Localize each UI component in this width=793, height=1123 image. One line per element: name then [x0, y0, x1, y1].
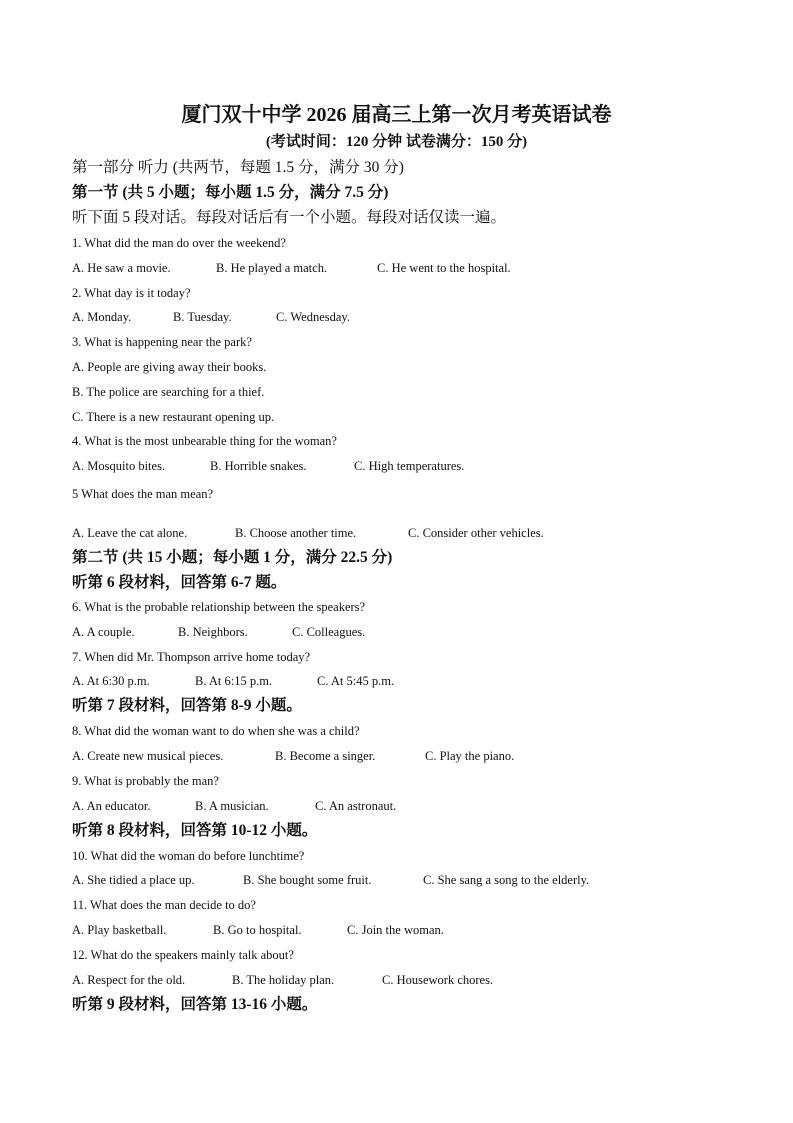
- q1-option-b: B. He played a match.: [216, 261, 328, 275]
- q10-option-c: C. She sang a song to the elderly.: [423, 873, 590, 887]
- q9-option-b: B. A musician.: [195, 799, 269, 813]
- q7-option-c: C. At 5:45 p.m.: [317, 674, 395, 688]
- q1-option-c: C. He went to the hospital.: [377, 261, 511, 275]
- q7-option-b: B. At 6:15 p.m.: [195, 674, 273, 688]
- question-5-options: [72, 524, 544, 542]
- question-6: 6. What is the probable relationship between the speakers?: [72, 600, 366, 614]
- q8-option-b: B. Become a singer.: [275, 749, 376, 763]
- question-8: 8. What did the woman want to do when she was a child?: [72, 724, 360, 738]
- q2-option-b: B. Tuesday.: [173, 310, 232, 324]
- section1-heading: 第一节 (共 5 小题；每小题 1.5 分，满分 7.5 分): [72, 184, 389, 201]
- q4-option-c: C. High temperatures.: [354, 459, 465, 473]
- question-6-options: [72, 623, 365, 641]
- q11-option-b: B. Go to hospital.: [213, 923, 302, 937]
- q6-option-b: B. Neighbors.: [178, 625, 248, 639]
- text-6-instructions: 听第 6 段材料，回答第 6-7 题。: [72, 574, 287, 591]
- q8-option-a: A. Create new musical pieces.: [72, 749, 224, 763]
- q3-option-a: A. People are giving away their books.: [72, 360, 267, 374]
- q12-option-b: B. The holiday plan.: [232, 973, 335, 987]
- q6-option-a: A. A couple.: [72, 625, 135, 639]
- question-12: 12. What do the speakers mainly talk about?: [72, 948, 294, 962]
- q12-option-c: C. Housework chores.: [382, 973, 494, 987]
- q7-option-a: A. At 6:30 p.m.: [72, 674, 150, 688]
- q2-option-a: A. Monday.: [72, 310, 132, 324]
- question-4: 4. What is the most unbearable thing for the woman?: [72, 434, 337, 448]
- q5-option-b: B. Choose another time.: [235, 526, 357, 540]
- question-7-options: [72, 672, 394, 690]
- question-5: 5 What does the man mean?: [72, 487, 214, 501]
- question-11: 11. What does the man decide to do?: [72, 898, 256, 912]
- q4-option-b: B. Horrible snakes.: [210, 459, 307, 473]
- exam-title: 厦门双十中学 2026 届高三上第一次月考英语试卷: [181, 104, 612, 126]
- q2-option-c: C. Wednesday.: [276, 310, 350, 324]
- question-7: 7. When did Mr. Thompson arrive home today?: [72, 650, 311, 664]
- q1-option-a: A. He saw a movie.: [72, 261, 171, 275]
- q9-option-a: A. An educator.: [72, 799, 151, 813]
- question-1: 1. What did the man do over the weekend?: [72, 236, 286, 250]
- question-3: 3. What is happening near the park?: [72, 335, 252, 349]
- question-8-options: [72, 747, 514, 765]
- q9-option-c: C. An astronaut.: [315, 799, 397, 813]
- question-10-options: [72, 871, 589, 889]
- question-9-options: [72, 797, 396, 815]
- question-11-options: [72, 921, 444, 939]
- question-2: 2. What day is it today?: [72, 286, 191, 300]
- q5-option-c: C. Consider other vehicles.: [408, 526, 544, 540]
- section2-heading: 第二节 (共 15 小题；每小题 1 分，满分 22.5 分): [72, 549, 393, 566]
- question-10: 10. What did the woman do before lunchtime?: [72, 849, 305, 863]
- text-9-instructions: 听第 9 段材料，回答第 13-16 小题。: [72, 996, 318, 1013]
- question-2-options: [72, 308, 350, 326]
- q12-option-a: A. Respect for the old.: [72, 973, 186, 987]
- q6-option-c: C. Colleagues.: [292, 625, 366, 639]
- question-4-options: [72, 457, 464, 475]
- question-9: 9. What is probably the man?: [72, 774, 219, 788]
- text-7-instructions: 听第 7 段材料，回答第 8-9 小题。: [72, 697, 302, 714]
- q11-option-a: A. Play basketball.: [72, 923, 167, 937]
- q10-option-a: A. She tidied a place up.: [72, 873, 195, 887]
- q5-option-a: A. Leave the cat alone.: [72, 526, 188, 540]
- q3-option-b: B. The police are searching for a thief.: [72, 385, 265, 399]
- q3-option-c: C. There is a new restaurant opening up.: [72, 410, 275, 424]
- section1-instructions: 听下面 5 段对话。每段对话后有一个小题。每段对话仅读一遍。: [72, 209, 507, 226]
- exam-subtitle: (考试时间：120 分钟 试卷满分：150 分): [265, 134, 528, 150]
- q8-option-c: C. Play the piano.: [425, 749, 515, 763]
- question-12-options: [72, 971, 493, 989]
- part1-heading: 第一部分 听力 (共两节，每题 1.5 分，满分 30 分): [72, 159, 404, 176]
- text-8-instructions: 听第 8 段材料，回答第 10-12 小题。: [72, 822, 318, 839]
- q10-option-b: B. She bought some fruit.: [243, 873, 372, 887]
- q4-option-a: A. Mosquito bites.: [72, 459, 166, 473]
- question-1-options: [72, 259, 511, 277]
- q11-option-c: C. Join the woman.: [347, 923, 444, 937]
